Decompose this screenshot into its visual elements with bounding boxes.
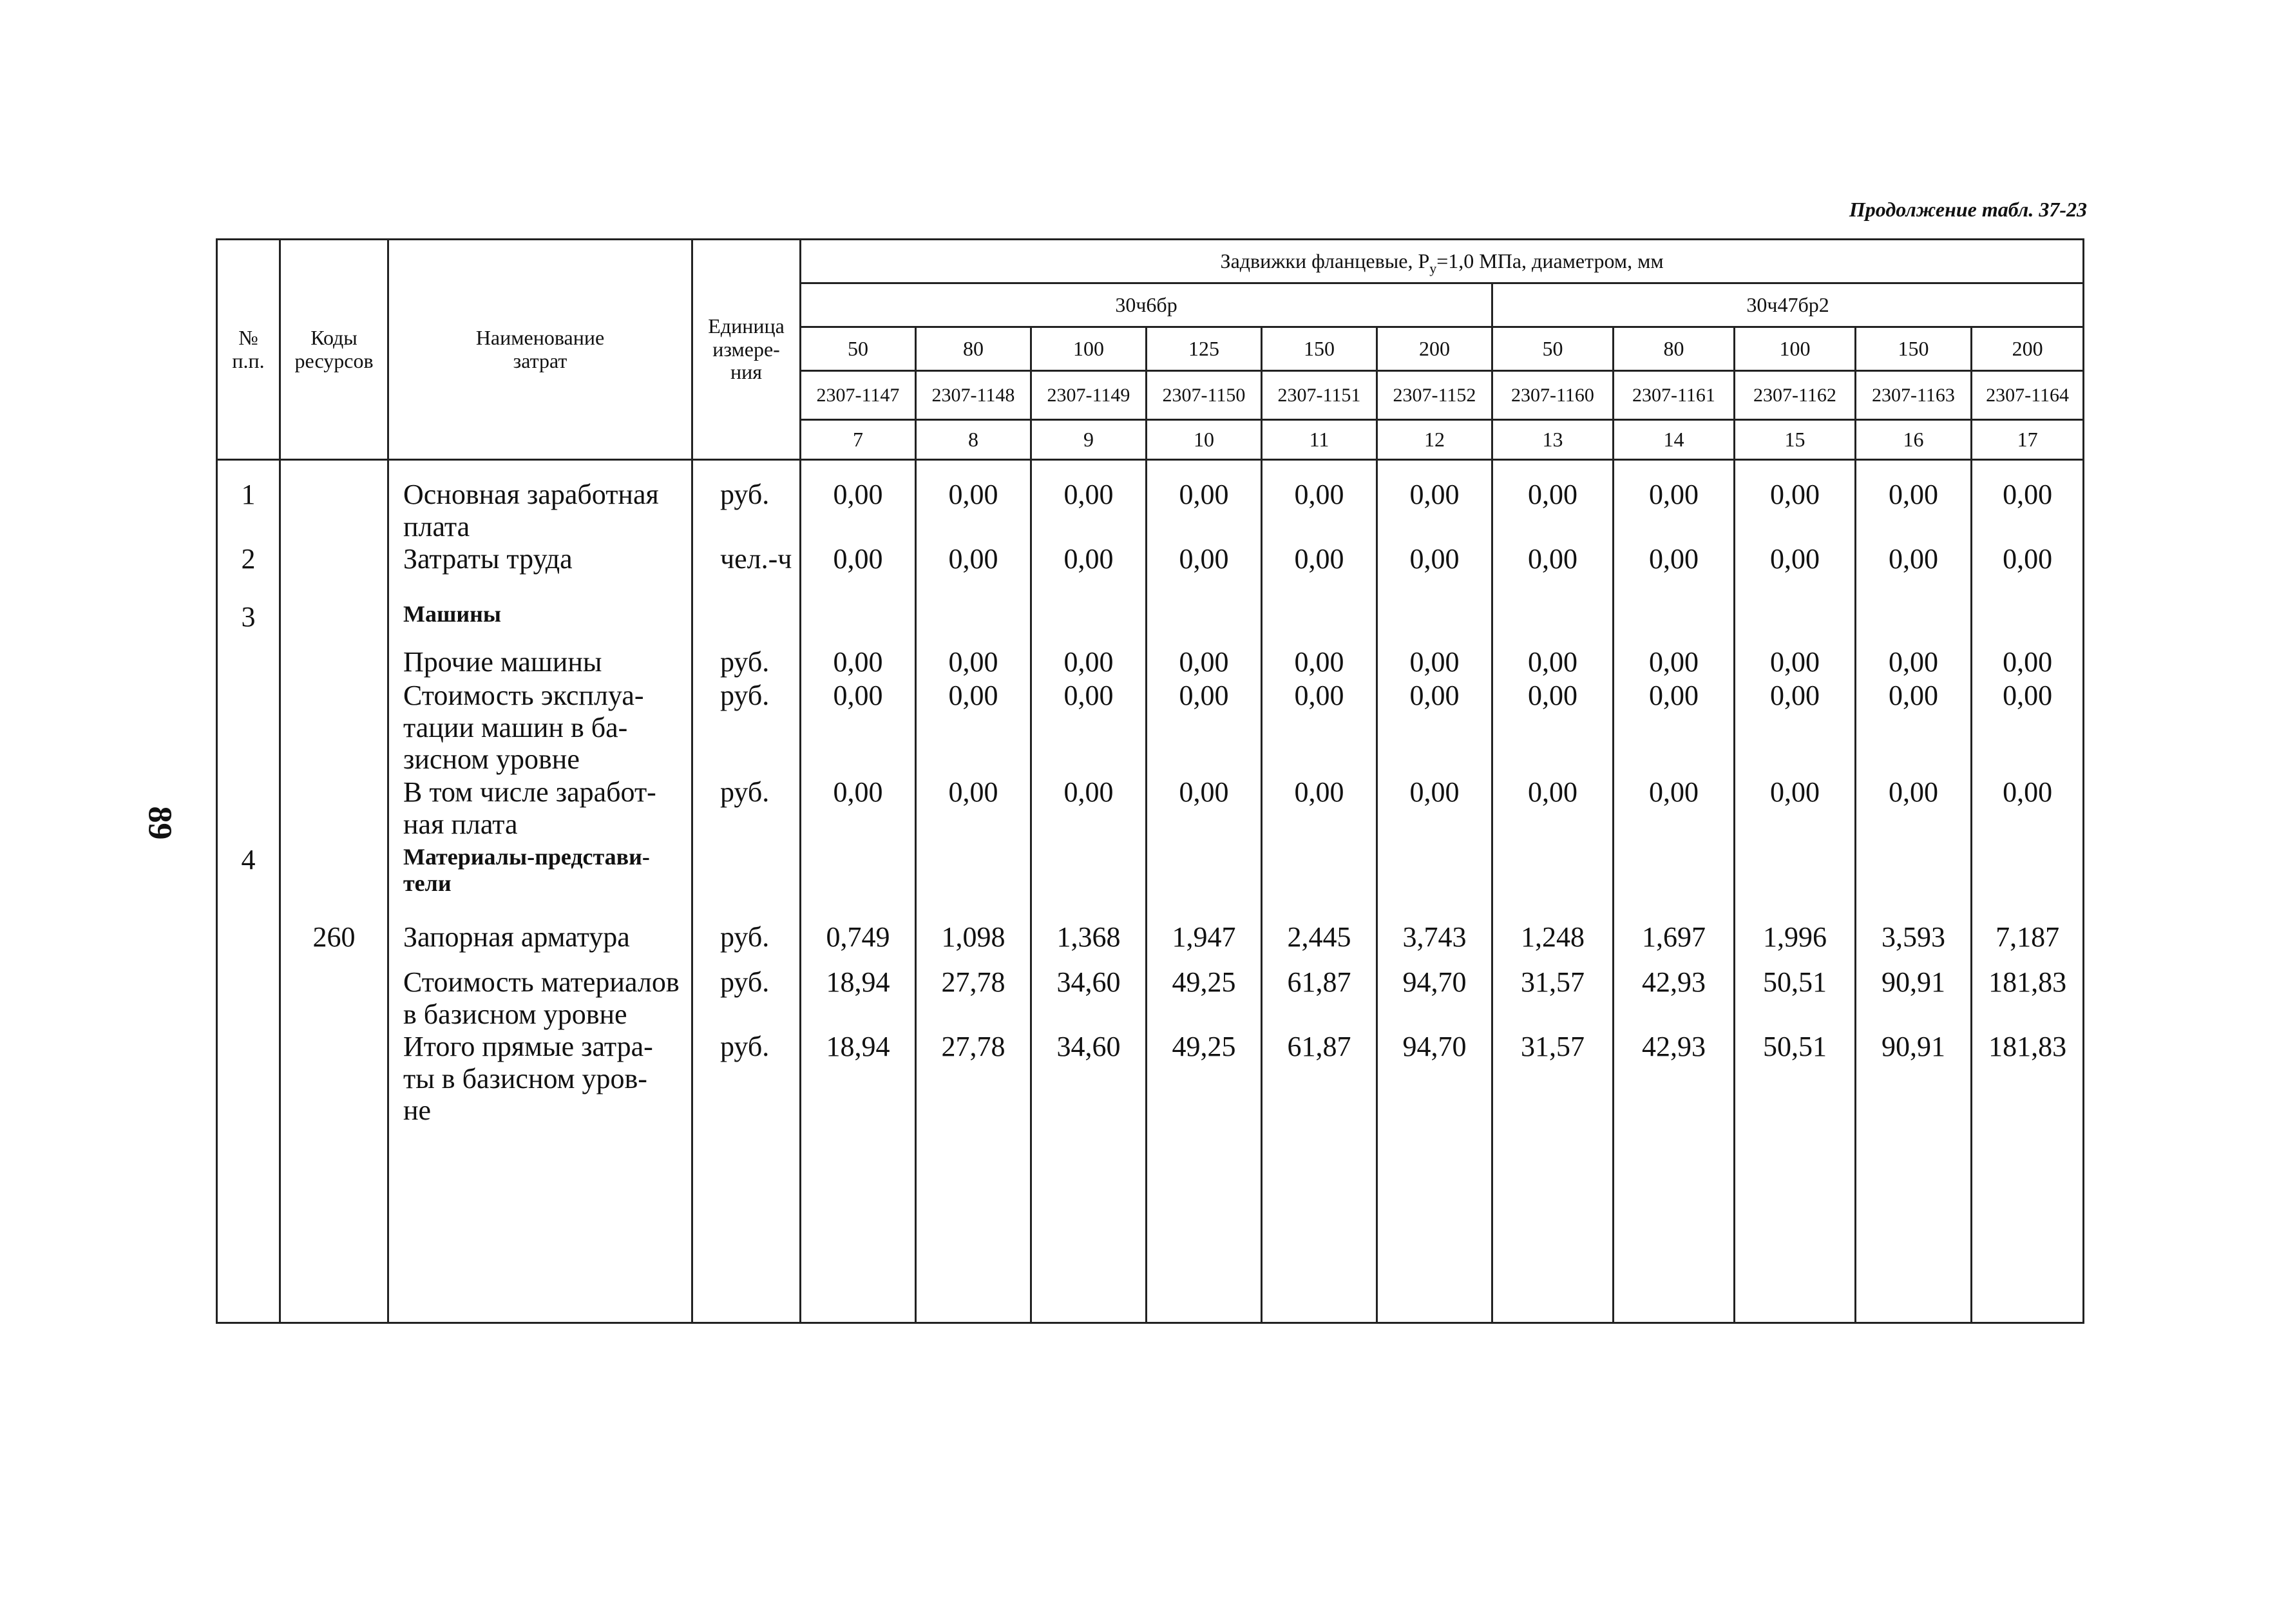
cost-name-line: Запорная арматура bbox=[403, 921, 630, 953]
value-cell: 0,00 bbox=[948, 543, 998, 575]
unit: руб. bbox=[720, 921, 770, 953]
cost-name bbox=[403, 966, 691, 1031]
value-cell: 0,00 bbox=[1528, 680, 1577, 711]
cost-name-line: не bbox=[403, 1094, 432, 1127]
header-resource-code: 2307-1151 bbox=[1262, 371, 1377, 420]
header-diameter: 200 bbox=[1972, 327, 2084, 371]
value-cell: 0,00 bbox=[1063, 543, 1114, 575]
value-cell bbox=[1378, 601, 1491, 646]
resource-code bbox=[281, 646, 387, 680]
value-column bbox=[1147, 460, 1262, 1323]
header-diameter: 50 bbox=[801, 327, 916, 371]
unit bbox=[720, 601, 799, 646]
cost-name-line: Стоимость материалов bbox=[403, 966, 680, 998]
value-cell: 0,00 bbox=[1528, 646, 1577, 678]
header-diameter: 200 bbox=[1377, 327, 1492, 371]
header-diameter: 80 bbox=[1614, 327, 1735, 371]
table-body-row bbox=[217, 460, 2084, 1323]
value-cell bbox=[1147, 601, 1261, 646]
header-group-subscript: y bbox=[1429, 260, 1437, 276]
resource-code bbox=[281, 479, 387, 543]
value-cell: 27,78 bbox=[941, 966, 1005, 998]
value-cell: 0,00 bbox=[833, 479, 883, 510]
value-cell: 0,00 bbox=[1770, 680, 1820, 711]
value-cell: 0,00 bbox=[948, 680, 998, 711]
row-number bbox=[218, 1031, 279, 1127]
value-cell: 49,25 bbox=[1172, 1031, 1236, 1062]
value-cell bbox=[917, 844, 1030, 921]
value-cell: 0,00 bbox=[1179, 479, 1229, 510]
value-cell bbox=[1856, 844, 1970, 921]
resource-code bbox=[281, 680, 387, 776]
value-cell: 34,60 bbox=[1056, 1031, 1121, 1062]
header-num-line: № bbox=[238, 325, 258, 349]
value-cell: 34,60 bbox=[1056, 966, 1121, 998]
value-cell: 0,00 bbox=[1528, 543, 1577, 575]
value-cell: 18,94 bbox=[826, 1031, 890, 1062]
cost-name bbox=[403, 844, 691, 921]
header-group-text: =1,0 МПа, диаметром, мм bbox=[1436, 249, 1664, 272]
value-cell bbox=[801, 601, 915, 646]
table-continuation-caption: Продолжение табл. 37-23 bbox=[1849, 198, 2087, 221]
cost-name-line: Машины bbox=[403, 601, 501, 627]
header-column-number: 13 bbox=[1492, 420, 1614, 460]
header-type-2: 30ч47бр2 bbox=[1492, 283, 2084, 327]
header-resource-code: 2307-1147 bbox=[801, 371, 916, 420]
value-cell: 0,00 bbox=[1889, 680, 1938, 711]
value-cell: 0,00 bbox=[1409, 479, 1460, 510]
cost-name-column bbox=[388, 460, 692, 1323]
unit: руб. bbox=[720, 1031, 770, 1062]
page-number: 89 bbox=[141, 806, 178, 840]
value-cell bbox=[1735, 601, 1854, 646]
header-column-number: 17 bbox=[1972, 420, 2084, 460]
value-cell: 61,87 bbox=[1287, 1031, 1351, 1062]
resource-code-column bbox=[280, 460, 388, 1323]
cost-name-line: Основная заработная bbox=[403, 479, 659, 510]
value-cell: 0,00 bbox=[1294, 543, 1344, 575]
cost-name bbox=[403, 1031, 691, 1127]
value-cell: 0,00 bbox=[1649, 543, 1699, 575]
header-resource-code: 2307-1148 bbox=[916, 371, 1031, 420]
value-cell: 42,93 bbox=[1642, 1031, 1706, 1062]
header-resource-code: 2307-1161 bbox=[1614, 371, 1735, 420]
value-cell: 0,00 bbox=[1889, 479, 1938, 510]
unit bbox=[720, 844, 799, 921]
unit: руб. bbox=[720, 966, 770, 998]
header-diameter: 100 bbox=[1735, 327, 1856, 371]
header-num bbox=[217, 240, 280, 460]
value-cell: 0,00 bbox=[948, 776, 998, 808]
value-cell: 0,00 bbox=[2003, 479, 2053, 510]
value-cell: 0,00 bbox=[1179, 646, 1229, 678]
value-cell: 0,00 bbox=[1409, 646, 1460, 678]
value-column bbox=[1031, 460, 1147, 1323]
cost-name bbox=[403, 646, 691, 680]
unit: руб. bbox=[720, 479, 770, 510]
header-column-number: 12 bbox=[1377, 420, 1492, 460]
header-diameter: 80 bbox=[916, 327, 1031, 371]
value-cell: 0,00 bbox=[1294, 479, 1344, 510]
header-type-1: 30ч6бр bbox=[801, 283, 1492, 327]
value-cell: 1,368 bbox=[1056, 921, 1121, 953]
value-cell bbox=[1493, 844, 1612, 921]
value-cell: 0,00 bbox=[1770, 543, 1820, 575]
header-unit-line: измере- bbox=[712, 337, 780, 361]
header-group bbox=[801, 240, 2084, 283]
header-resource-code: 2307-1150 bbox=[1147, 371, 1262, 420]
header-unit bbox=[692, 240, 801, 460]
row-number bbox=[218, 966, 279, 1031]
header-column-number: 16 bbox=[1856, 420, 1972, 460]
value-cell: 0,00 bbox=[1649, 680, 1699, 711]
cost-name-line: тации машин в ба- bbox=[403, 711, 628, 743]
header-num-line: п.п. bbox=[232, 349, 265, 372]
value-cell: 1,996 bbox=[1763, 921, 1827, 953]
value-cell: 0,00 bbox=[1528, 776, 1577, 808]
value-column bbox=[1614, 460, 1735, 1323]
cost-name bbox=[403, 921, 691, 966]
value-cell: 0,00 bbox=[1179, 776, 1229, 808]
resource-code bbox=[281, 776, 387, 844]
header-group-text: Задвижки фланцевые, P bbox=[1220, 249, 1430, 272]
value-cell bbox=[1032, 844, 1145, 921]
value-cell bbox=[1262, 844, 1376, 921]
value-cell: 0,00 bbox=[1889, 646, 1938, 678]
value-cell: 0,00 bbox=[1063, 776, 1114, 808]
header-column-number: 8 bbox=[916, 420, 1031, 460]
value-cell: 90,91 bbox=[1882, 966, 1945, 998]
value-cell: 0,00 bbox=[1063, 680, 1114, 711]
cost-name bbox=[403, 776, 691, 844]
row-number bbox=[218, 776, 279, 844]
cost-name-line: ты в базисном уров- bbox=[403, 1062, 647, 1094]
value-cell: 94,70 bbox=[1402, 1031, 1467, 1062]
value-cell: 0,00 bbox=[1649, 776, 1699, 808]
value-cell bbox=[1972, 844, 2082, 921]
value-cell: 0,00 bbox=[1528, 479, 1577, 510]
header-column-number: 7 bbox=[801, 420, 916, 460]
header-resource-code: 2307-1162 bbox=[1735, 371, 1856, 420]
value-column bbox=[1492, 460, 1614, 1323]
header-diameter: 50 bbox=[1492, 327, 1614, 371]
value-cell: 90,91 bbox=[1882, 1031, 1945, 1062]
value-cell: 0,00 bbox=[1649, 646, 1699, 678]
value-cell: 0,00 bbox=[2003, 543, 2053, 575]
value-cell: 1,697 bbox=[1642, 921, 1706, 953]
value-cell bbox=[801, 844, 915, 921]
value-cell bbox=[1614, 844, 1733, 921]
header-resource-code: 2307-1152 bbox=[1377, 371, 1492, 420]
value-cell: 0,00 bbox=[1649, 479, 1699, 510]
resource-code bbox=[281, 1031, 387, 1127]
unit: руб. bbox=[720, 646, 770, 678]
value-cell: 0,00 bbox=[1294, 646, 1344, 678]
resource-code bbox=[281, 966, 387, 1031]
value-cell: 0,00 bbox=[1889, 776, 1938, 808]
value-cell bbox=[1856, 601, 1970, 646]
row-number-column bbox=[217, 460, 280, 1323]
value-cell: 1,947 bbox=[1172, 921, 1236, 953]
value-cell: 27,78 bbox=[941, 1031, 1005, 1062]
resource-code bbox=[281, 844, 387, 921]
value-cell: 31,57 bbox=[1521, 966, 1585, 998]
header-codes-line: Коды bbox=[310, 325, 357, 349]
row-number: 4 bbox=[241, 844, 256, 875]
value-column bbox=[1262, 460, 1377, 1323]
cost-table bbox=[216, 238, 2084, 1324]
row-number: 2 bbox=[241, 543, 256, 575]
value-column bbox=[1377, 460, 1492, 1323]
value-cell: 31,57 bbox=[1521, 1031, 1585, 1062]
header-name bbox=[388, 240, 692, 460]
cost-name-line: ная плата bbox=[403, 808, 518, 840]
value-cell: 42,93 bbox=[1642, 966, 1706, 998]
row-number bbox=[218, 921, 279, 966]
value-cell: 3,593 bbox=[1882, 921, 1945, 953]
value-column bbox=[1972, 460, 2084, 1323]
value-column bbox=[1856, 460, 1972, 1323]
cost-name-line: в базисном уровне bbox=[403, 998, 627, 1030]
value-cell: 94,70 bbox=[1402, 966, 1467, 998]
value-cell: 0,00 bbox=[1409, 543, 1460, 575]
cost-name-line: тели bbox=[403, 870, 452, 896]
value-cell: 0,00 bbox=[1063, 479, 1114, 510]
cost-name-line: Прочие машины bbox=[403, 646, 602, 678]
value-cell: 0,00 bbox=[2003, 776, 2053, 808]
value-cell bbox=[1972, 601, 2082, 646]
resource-code bbox=[281, 601, 387, 646]
unit: руб. bbox=[720, 680, 770, 711]
resource-code: 260 bbox=[312, 921, 356, 953]
cost-name-line: Материалы-представи- bbox=[403, 844, 650, 870]
header-diameter: 150 bbox=[1262, 327, 1377, 371]
header-column-number: 10 bbox=[1147, 420, 1262, 460]
value-column bbox=[801, 460, 916, 1323]
header-unit-line: Единица bbox=[708, 314, 785, 338]
value-column bbox=[916, 460, 1031, 1323]
cost-name bbox=[403, 680, 691, 776]
header-resource-code: 2307-1160 bbox=[1492, 371, 1614, 420]
value-cell: 0,00 bbox=[1294, 776, 1344, 808]
value-cell: 49,25 bbox=[1172, 966, 1236, 998]
cost-name-line: Итого прямые затра- bbox=[403, 1031, 653, 1062]
unit: руб. bbox=[720, 776, 770, 808]
value-cell bbox=[1262, 601, 1376, 646]
value-cell: 2,445 bbox=[1287, 921, 1351, 953]
value-cell: 0,00 bbox=[1063, 646, 1114, 678]
value-cell: 0,00 bbox=[833, 646, 883, 678]
value-cell: 1,248 bbox=[1521, 921, 1585, 953]
value-cell: 61,87 bbox=[1287, 966, 1351, 998]
value-cell bbox=[1493, 601, 1612, 646]
header-codes-line: ресурсов bbox=[294, 349, 374, 372]
value-cell: 0,00 bbox=[948, 479, 998, 510]
unit: чел.-ч bbox=[720, 543, 792, 575]
value-cell: 0,749 bbox=[826, 921, 890, 953]
value-cell: 0,00 bbox=[833, 776, 883, 808]
value-column bbox=[1735, 460, 1856, 1323]
value-cell: 181,83 bbox=[1988, 966, 2067, 998]
value-cell: 0,00 bbox=[1179, 543, 1229, 575]
header-resource-code: 2307-1149 bbox=[1031, 371, 1147, 420]
header-column-number: 14 bbox=[1614, 420, 1735, 460]
header-name-line: Наименование bbox=[475, 325, 605, 349]
value-cell: 0,00 bbox=[2003, 680, 2053, 711]
value-cell: 0,00 bbox=[1770, 479, 1820, 510]
row-number bbox=[218, 646, 279, 680]
cost-name-line: Затраты труда bbox=[403, 543, 573, 575]
value-cell: 0,00 bbox=[948, 646, 998, 678]
value-cell: 50,51 bbox=[1763, 966, 1827, 998]
value-cell: 0,00 bbox=[1770, 776, 1820, 808]
header-column-number: 9 bbox=[1031, 420, 1147, 460]
resource-code bbox=[281, 543, 387, 601]
header-resource-code: 2307-1163 bbox=[1856, 371, 1972, 420]
row-number bbox=[218, 680, 279, 776]
header-codes bbox=[280, 240, 388, 460]
header-diameter: 150 bbox=[1856, 327, 1972, 371]
value-cell: 0,00 bbox=[1889, 543, 1938, 575]
header-name-line: затрат bbox=[513, 349, 567, 372]
value-cell: 3,743 bbox=[1402, 921, 1467, 953]
value-cell bbox=[1378, 844, 1491, 921]
value-cell: 181,83 bbox=[1988, 1031, 2067, 1062]
cost-name-line: плата bbox=[403, 510, 470, 542]
row-number: 1 bbox=[241, 479, 256, 510]
value-cell bbox=[917, 601, 1030, 646]
value-cell: 18,94 bbox=[826, 966, 890, 998]
cost-name bbox=[403, 601, 691, 646]
value-cell: 0,00 bbox=[1409, 680, 1460, 711]
row-number: 3 bbox=[241, 601, 256, 633]
value-cell: 1,098 bbox=[941, 921, 1005, 953]
value-cell: 0,00 bbox=[2003, 646, 2053, 678]
value-cell: 0,00 bbox=[833, 680, 883, 711]
header-column-number: 11 bbox=[1262, 420, 1377, 460]
value-cell bbox=[1147, 844, 1261, 921]
value-cell bbox=[1614, 601, 1733, 646]
unit-column bbox=[692, 460, 801, 1323]
header-unit-line: ния bbox=[730, 360, 762, 384]
value-cell: 0,00 bbox=[833, 543, 883, 575]
value-cell: 0,00 bbox=[1409, 776, 1460, 808]
header-diameter: 125 bbox=[1147, 327, 1262, 371]
header-resource-code: 2307-1164 bbox=[1972, 371, 2084, 420]
cost-name-line: Стоимость эксплуа- bbox=[403, 680, 644, 711]
value-cell: 0,00 bbox=[1294, 680, 1344, 711]
value-cell: 0,00 bbox=[1179, 680, 1229, 711]
value-cell: 50,51 bbox=[1763, 1031, 1827, 1062]
value-cell bbox=[1032, 601, 1145, 646]
cost-name-line: зисном уровне bbox=[403, 743, 580, 776]
value-cell: 0,00 bbox=[1770, 646, 1820, 678]
header-column-number: 15 bbox=[1735, 420, 1856, 460]
header-diameter: 100 bbox=[1031, 327, 1147, 371]
value-cell: 7,187 bbox=[1996, 921, 2060, 953]
cost-name bbox=[403, 479, 691, 543]
cost-name bbox=[403, 543, 691, 601]
cost-name-line: В том числе заработ- bbox=[403, 776, 656, 808]
value-cell bbox=[1735, 844, 1854, 921]
